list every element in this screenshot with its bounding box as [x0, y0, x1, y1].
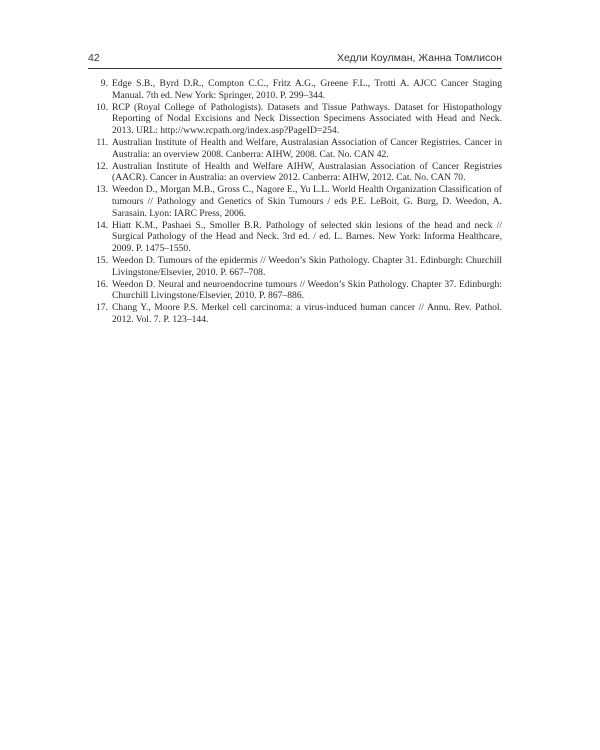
reference-number: 11.	[96, 136, 108, 148]
reference-text: Edge S.B., Byrd D.R., Compton C.C., Fritz A.G., Greene F.L., Trotti A. AJCC Cancer Staging Manual. 7th ed. New York: Springer, 2010. P. 299–344.	[112, 78, 502, 101]
reference-number: 13.	[96, 184, 108, 196]
reference-number: 17.	[96, 302, 108, 314]
reference-item	[88, 102, 502, 137]
page-number: 42	[88, 52, 100, 64]
reference-list	[88, 78, 502, 326]
reference-number: 14.	[96, 219, 108, 231]
reference-item	[88, 161, 502, 185]
reference-text: Weedon D. Neural and neuroendocrine tumours // Weedon’s Skin Pathology. Chapter 37. Edinburgh: Churchill Livingstone/Elsevier, 2010. P. 867–886.	[112, 278, 502, 302]
reference-text: RCP (Royal College of Pathologists). Datasets and Tissue Pathways. Dataset for Histopathology Reporting of Nodal Excisions and Neck Dissection Specimens Associated with Head and Neck. 2013. URL: http://www.rcpath.org/index.asp?PageID=254.	[112, 101, 502, 137]
reference-text: Weedon D. Tumours of the epidermis // Weedon’s Skin Pathology. Chapter 31. Edinburgh: Churchill Livingstone/Elsevier, 2010. P. 667–708.	[112, 254, 502, 278]
reference-item	[88, 184, 502, 219]
reference-item	[88, 302, 502, 326]
reference-number: 16.	[96, 278, 108, 290]
reference-item	[88, 137, 502, 161]
reference-number: 15.	[96, 254, 108, 266]
reference-text: Chang Y., Moore P.S. Merkel cell carcinoma: a virus-induced human cancer // Annu. Rev. Pathol. 2012. Vol. 7. P. 123–144.	[112, 302, 502, 325]
reference-item	[88, 78, 502, 102]
reference-item	[88, 220, 502, 255]
header-authors: Хедли Коулман, Жанна Томлисон	[337, 52, 502, 64]
reference-item	[88, 279, 502, 303]
reference-text: Australian Institute of Health and Welfare, Australasian Association of Cancer Registries. Cancer in Australia: an overview 2008. Canberra: AIHW, 2008. Cat. No. CAN 42.	[112, 136, 502, 160]
reference-number: 12.	[96, 160, 108, 172]
reference-number: 9.	[100, 78, 108, 89]
reference-number: 10.	[96, 101, 108, 113]
running-header	[88, 50, 502, 69]
reference-item	[88, 255, 502, 279]
reference-text: Weedon D., Morgan M.B., Gross C., Nagore E., Yu L.L. World Health Organization Classification of tumours // Pathology and Genetics of Skin Tumours / eds P.E. LeBoit, G. Burg, D. Weedon, A. Sarasain. Lyon: IARC Press, 2006.	[112, 184, 502, 219]
reference-text: Hiatt K.M., Pashaei S., Smoller B.R. Pathology of selected skin lesions of the head and neck // Surgical Pathology of the Head and Neck. 3rd ed. / ed. L. Barnes. New York: Informa Healthcare, 2009. P. 1475–1550.	[112, 219, 502, 255]
reference-text: Australian Institute of Health and Welfare AIHW, Australasian Association of Cancer Registries (AACR). Cancer in Australia: an overview 2012. Canberra: AIHW, 2012. Cat. No. CAN 70.	[112, 160, 502, 184]
